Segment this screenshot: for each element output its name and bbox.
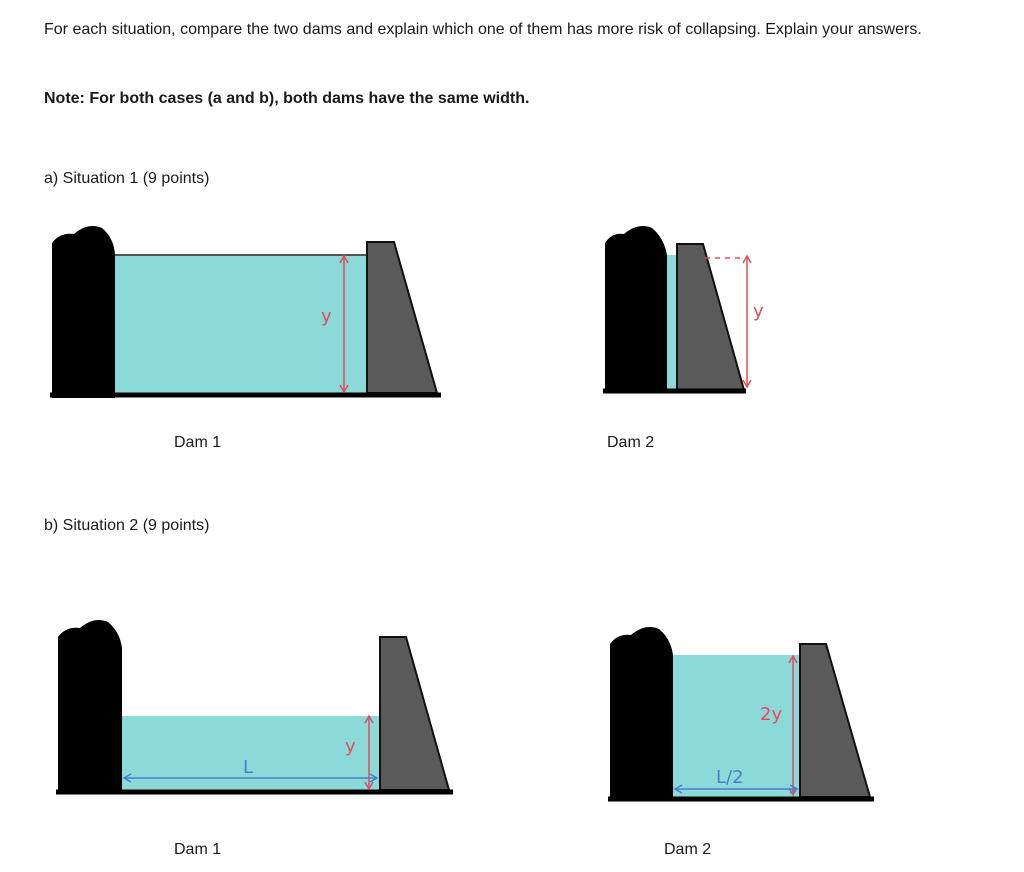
note-text: Note: For both cases (a and b), both dams have the same width. [44, 90, 530, 107]
situation-a-dam1-caption: Dam 1 [174, 434, 222, 451]
situation-a-title: a) Situation 1 (9 points) [44, 170, 210, 187]
situation-b-dam2-caption: Dam 2 [664, 841, 712, 858]
dam-wall [800, 644, 870, 797]
height-label: y [345, 736, 356, 757]
situation-b-dam1-caption: Dam 1 [174, 841, 222, 858]
rock-cliff [610, 627, 673, 800]
height-label: y [753, 301, 764, 322]
length-label: L/2 [716, 767, 744, 788]
situation-a-dam2-caption: Dam 2 [607, 434, 655, 451]
height-label: y [321, 306, 332, 327]
height-label: 2y [760, 704, 783, 725]
situation-b-title: b) Situation 2 (9 points) [44, 517, 210, 534]
instructions-text: For each situation, compare the two dams and explain which one of them has more risk of collapsing. Explain your answers. [44, 21, 922, 38]
length-label: L [243, 757, 254, 778]
